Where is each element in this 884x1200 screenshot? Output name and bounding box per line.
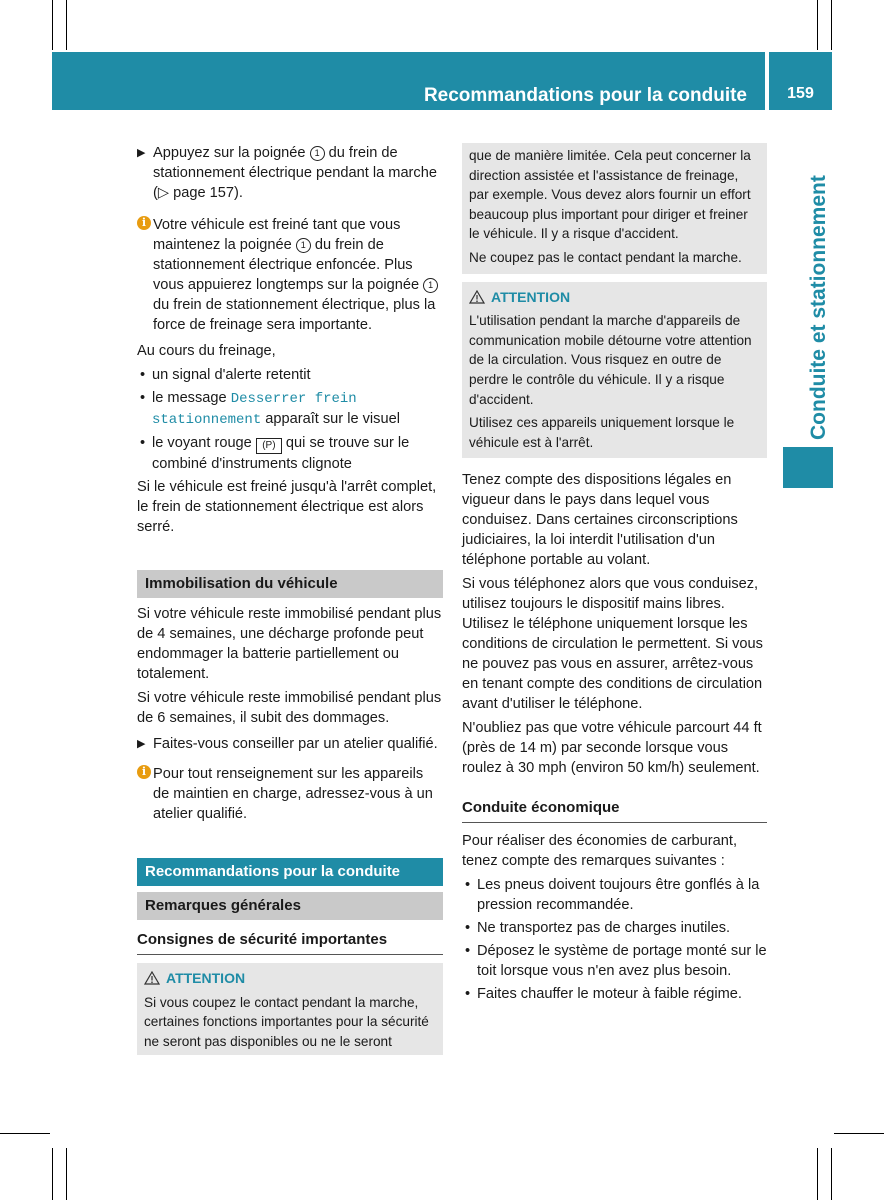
list-item: • Déposez le système de portage monté sur le toit lorsque vous n'en avez plus besoin. bbox=[462, 941, 767, 981]
list-item: • Les pneus doivent toujours être gonflés à la pression recommandée. bbox=[462, 875, 767, 915]
warning-text: L'utilisation pendant la marche d'appareils de communication mobile détourne votre attention de la circulation. Vous risquez en outre de perdre le contrôle du véhicule. Il y a risque d'accident. bbox=[469, 313, 752, 407]
paragraph: Pour réaliser des économies de carburant, tenez compte des remarques suivantes : bbox=[462, 833, 737, 870]
page-number-box bbox=[769, 52, 832, 110]
step-arrow-icon: ▶ bbox=[137, 147, 146, 159]
info-note bbox=[137, 764, 443, 824]
side-chapter-text: Conduite et stationnement bbox=[807, 175, 830, 440]
paragraph: Si votre véhicule reste immobilisé pendant plus de 6 semaines, il subit des dommages. bbox=[137, 690, 442, 726]
side-chapter-tab bbox=[783, 447, 833, 488]
callout-number-icon: 1 bbox=[423, 278, 438, 293]
step-text: du frein de stationnement électrique pendant la marche (▷ page 157). bbox=[153, 145, 437, 201]
bullet-list bbox=[462, 875, 767, 1004]
paragraph: Si votre véhicule reste immobilisé pendant plus de 4 semaines, une décharge profonde peut endommager la batterie partiellement ou totalement. bbox=[137, 606, 442, 682]
paragraph: N'oubliez pas que votre véhicule parcourt 44 ft (près de 14 m) par seconde lorsque vous roulez à 30 mph (environ 50 km/h) seulement. bbox=[462, 720, 762, 777]
warning-title-text: ATTENTION bbox=[491, 288, 571, 305]
crop-mark bbox=[66, 1148, 67, 1200]
right-column bbox=[462, 143, 767, 1007]
info-text: Votre véhicule est freiné tant que vous maintenez la poignée bbox=[153, 217, 401, 253]
callout-number-icon: 1 bbox=[310, 146, 325, 161]
info-icon: i bbox=[137, 216, 151, 230]
info-text: Pour tout renseignement sur les appareils de maintien en charge, adressez-vous à un atelier qualifié. bbox=[153, 766, 433, 822]
page-number: 159 bbox=[787, 85, 814, 102]
warning-text: Ne coupez pas le contact pendant la marche. bbox=[469, 249, 742, 265]
subsection-heading: Remarques générales bbox=[137, 892, 443, 920]
info-note bbox=[137, 215, 443, 335]
subheading: Conduite économique bbox=[462, 798, 767, 823]
warning-text: Si vous coupez le contact pendant la marche, certaines fonctions importantes pour la sécurité ne seront pas disponibles ou ne le seront bbox=[144, 994, 429, 1049]
warning-text: Utilisez ces appareils uniquement lorsque le véhicule est à l'arrêt. bbox=[469, 415, 735, 450]
list-item: • Faites chauffer le moteur à faible régime. bbox=[462, 984, 767, 1004]
step-arrow-icon: ▶ bbox=[137, 738, 146, 750]
step-text: Faites-vous conseiller par un atelier qualifié. bbox=[153, 736, 438, 752]
list-item: • Ne transportez pas de charges inutiles. bbox=[462, 918, 767, 938]
info-text: du frein de stationnement électrique, plus la force de freinage sera importante. bbox=[153, 297, 436, 333]
warning-box bbox=[137, 963, 443, 1055]
list-item: • un signal d'alerte retentit bbox=[137, 365, 443, 385]
paragraph: Tenez compte des dispositions légales en vigueur dans le pays dans lequel vous conduisez. Dans certaines circonscriptions judiciaires, la loi interdit l'utilisation d'un téléphone portable au volant. bbox=[462, 472, 738, 569]
paragraph: Au cours du freinage, bbox=[137, 343, 276, 359]
info-text: du frein de stationnement électrique enfoncée. Plus vous appuierez longtemps sur la poignée bbox=[153, 237, 424, 293]
section-heading: Recommandations pour la conduite bbox=[137, 858, 443, 886]
warning-triangle-icon bbox=[469, 290, 485, 304]
bullet-list bbox=[137, 365, 443, 474]
callout-number-icon: 1 bbox=[296, 238, 311, 253]
info-icon: i bbox=[137, 765, 151, 779]
display-message: Desserrer frein stationnement bbox=[152, 391, 357, 428]
list-item-text: apparaît sur le visuel bbox=[261, 411, 400, 427]
crop-mark bbox=[66, 0, 67, 50]
list-item bbox=[137, 388, 443, 430]
left-column bbox=[137, 143, 443, 1055]
crop-mark bbox=[52, 1148, 53, 1200]
crop-mark bbox=[834, 1133, 884, 1134]
crop-mark bbox=[831, 0, 832, 50]
side-chapter-label bbox=[783, 140, 831, 440]
list-item-text: le message bbox=[152, 390, 231, 406]
warning-box bbox=[462, 282, 767, 459]
paragraph: Si le véhicule est freiné jusqu'à l'arrêt complet, le frein de stationnement électrique est alors serré. bbox=[137, 479, 437, 535]
warning-title bbox=[469, 288, 760, 308]
warning-box-continued bbox=[462, 143, 767, 274]
instruction-step bbox=[137, 143, 443, 203]
page-header-title: Recommandations pour la conduite bbox=[423, 85, 747, 106]
paragraph: Si vous téléphonez alors que vous conduisez, utilisez toujours le dispositif mains libres. Utilisez le téléphone uniquement lorsque les conditions de circulation le permettent. Si vous ne pouvez pas vous en assurer, arrêtez-vous en tenant compte des conditions de circulation avant d'utiliser le téléphone. bbox=[462, 576, 763, 713]
list-item-text: qui se trouve sur le combiné d'instruments clignote bbox=[152, 435, 410, 472]
parking-brake-warning-icon: (P) bbox=[256, 438, 282, 454]
list-item bbox=[137, 433, 443, 474]
crop-mark bbox=[52, 0, 53, 50]
crop-mark bbox=[817, 1148, 818, 1200]
warning-title-text: ATTENTION bbox=[166, 970, 246, 986]
section-heading: Immobilisation du véhicule bbox=[137, 570, 443, 598]
subheading: Consignes de sécurité importantes bbox=[137, 930, 443, 955]
crop-mark bbox=[831, 1148, 832, 1200]
list-item-text: le voyant rouge bbox=[152, 435, 256, 451]
warning-title bbox=[144, 969, 436, 989]
step-text: Appuyez sur la poignée bbox=[153, 145, 310, 161]
warning-text: que de manière limitée. Cela peut concerner la direction assistée et l'assistance de freinage, par exemple. Vous devez alors fournir un effort beaucoup plus important pour diriger et freiner le véhicule. Il y a risque d'accident. bbox=[469, 148, 751, 242]
instruction-step bbox=[137, 734, 443, 754]
header-band bbox=[52, 52, 765, 110]
crop-mark bbox=[817, 0, 818, 50]
crop-mark bbox=[0, 1133, 50, 1134]
warning-triangle-icon bbox=[144, 971, 160, 985]
